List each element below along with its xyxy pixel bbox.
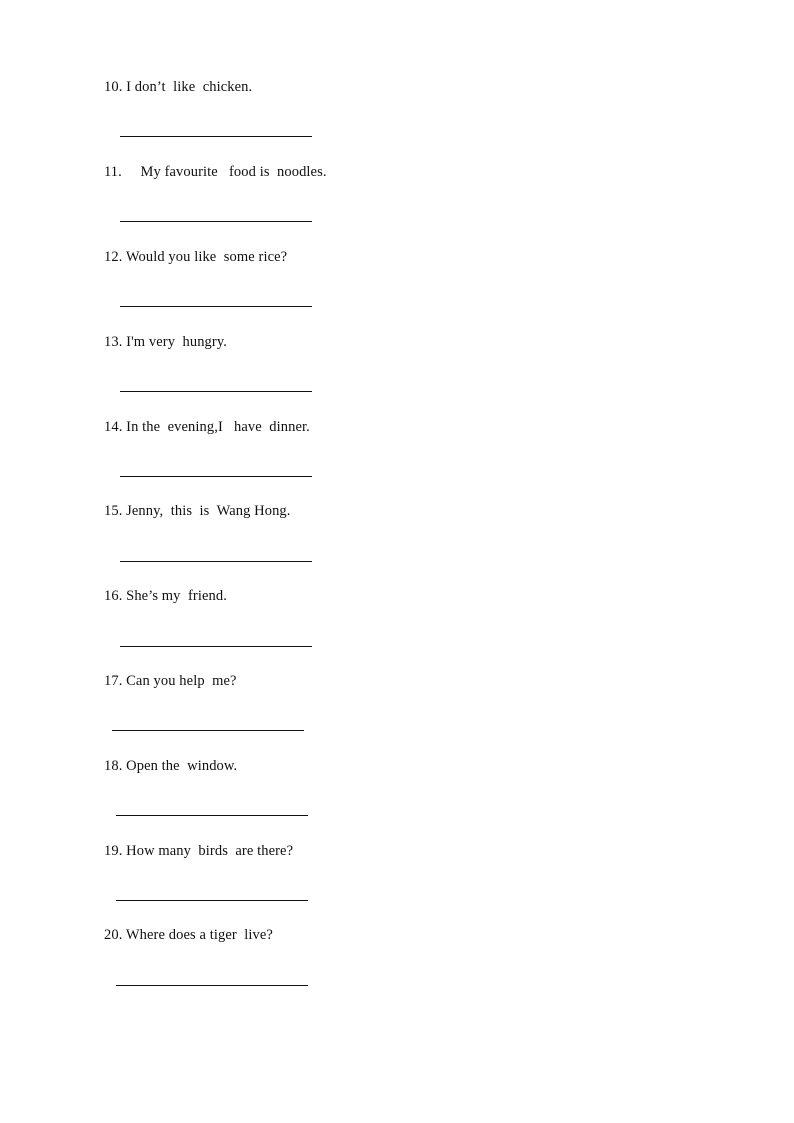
answer-line-20[interactable] xyxy=(116,985,308,986)
answer-line-13[interactable] xyxy=(120,391,312,392)
question-18: 18. Open the window. xyxy=(104,758,238,774)
question-10: 10. I don’t like chicken. xyxy=(104,79,253,95)
answer-line-17[interactable] xyxy=(112,730,304,731)
question-13: 13. I'm very hungry. xyxy=(104,334,227,350)
answer-line-16[interactable] xyxy=(120,646,312,647)
question-14: 14. In the evening,I have dinner. xyxy=(104,419,310,435)
question-16: 16. She’s my friend. xyxy=(104,588,227,604)
answer-line-14[interactable] xyxy=(120,476,312,477)
question-17: 17. Can you help me? xyxy=(104,673,237,689)
question-12: 12. Would you like some rice? xyxy=(104,249,288,265)
question-20: 20. Where does a tiger live? xyxy=(104,927,273,943)
answer-line-10[interactable] xyxy=(120,136,312,137)
question-11: 11. My favourite food is noodles. xyxy=(104,164,327,180)
question-19: 19. How many birds are there? xyxy=(104,843,294,859)
answer-line-12[interactable] xyxy=(120,306,312,307)
question-15: 15. Jenny, this is Wang Hong. xyxy=(104,503,291,519)
answer-line-19[interactable] xyxy=(116,900,308,901)
answer-line-15[interactable] xyxy=(120,561,312,562)
answer-line-18[interactable] xyxy=(116,815,308,816)
answer-line-11[interactable] xyxy=(120,221,312,222)
